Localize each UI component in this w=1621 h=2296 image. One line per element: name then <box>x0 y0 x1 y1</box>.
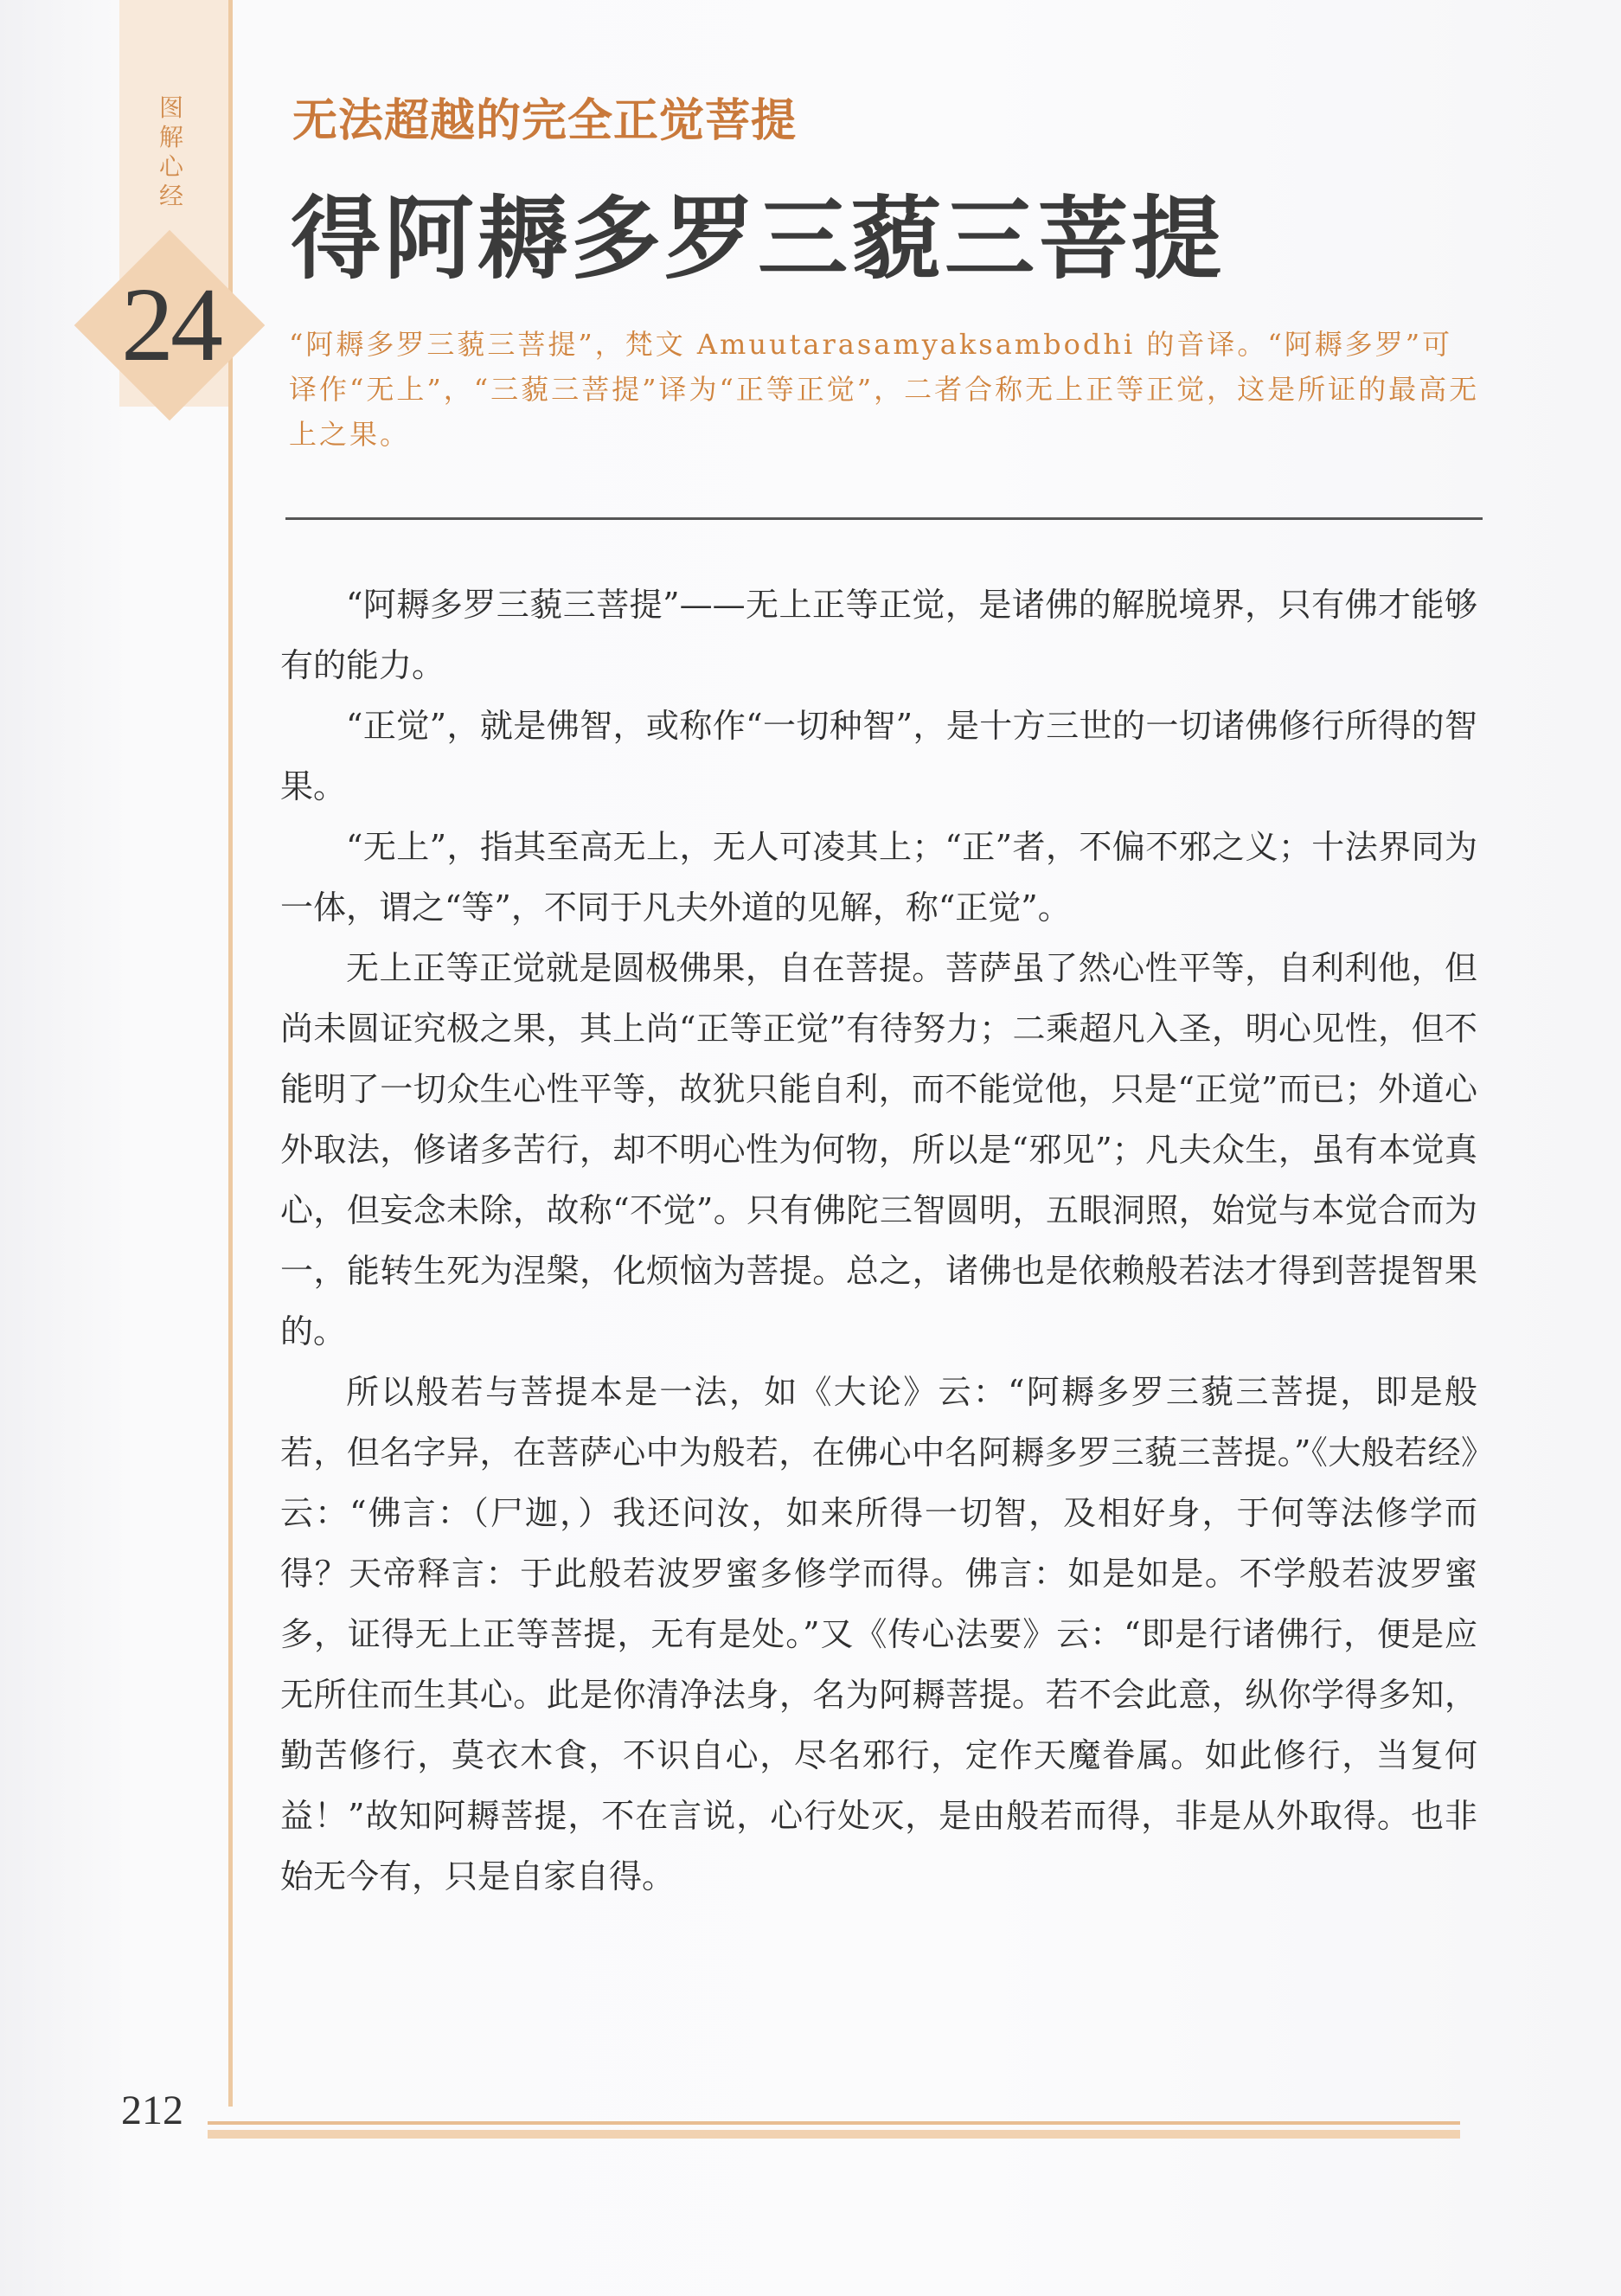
intro-summary: “阿耨多罗三藐三菩提”，梵文 Amuutarasamyaksambodhi 的音译。“阿耨多罗”可译作“无上”，“三藐三菩提”译为“正等正觉”，二者合称无上正等正觉，这是所证的最高无上之果。 <box>289 328 1480 451</box>
paragraph: “无上”，指其至高无上，无人可凌其上；“正”者，不偏不邪之义；十法界同为一体，谓之“等”，不同于凡夫外道的见解，称“正觉”。 <box>280 828 1477 927</box>
paragraph: “阿耨多罗三藐三菩提”——无上正等正觉，是诸佛的解脱境界，只有佛才能够有的能力。 <box>280 586 1477 684</box>
divider-rule <box>285 517 1483 520</box>
paragraph: 无上正等正觉就是圆极佛果，自在菩提。菩萨虽了然心性平等，自利利他，但尚未圆证究极之果，其上尚“正等正觉”有待努力；二乘超凡入圣，明心见性，但不能明了一切众生心性平等，故犹只能自利，而不能觉他，只是“正觉”而已；外道心外取法，修诸多苦行，却不明心性为何物，所以是“邪见”；凡夫众生，虽有本觉真心，但妄念未除，故称“不觉”。只有佛陀三智圆明，五眼洞照，始觉与本觉合而为一，能转生死为涅槃，化烦恼为菩提。总之，诸佛也是依赖般若法才得到菩提智果的。 <box>280 949 1477 1350</box>
chapter-number: 24 <box>121 266 220 383</box>
paragraph: “正觉”，就是佛智，或称作“一切种智”，是十方三世的一切诸佛修行所得的智果。 <box>280 707 1477 805</box>
footer-rule-band <box>208 2130 1460 2139</box>
section-subtitle: 无法超越的完全正觉菩提 <box>292 94 798 147</box>
body-text <box>280 574 1477 1907</box>
paragraph: 所以般若与菩提本是一法，如《大论》云：“阿耨多罗三藐三菩提，即是般若，但名字异，在菩萨心中为般若，在佛心中名阿耨多罗三藐三菩提。”《大般若经》云：“佛言：（尸迦，）我还问汝，如来所得一切智，及相好身，于何等法修学而得？天帝释言：于此般若波罗蜜多修学而得。佛言：如是如是。不学般若波罗蜜多，证得无上正等菩提，无有是处。”又《传心法要》云：“即是行诸佛行，便是应无所住而生其心。此是你清净法身，名为阿耨菩提。若不会此意，纵你学得多知，勤苦修行，莫衣木食，不识自心，尽名邪行，定作天魔眷属。如此修行，当复何益！”故知阿耨菩提，不在言说，心行处灭，是由般若而得，非是从外取得。也非始无今有，只是自家自得。 <box>280 1373 1477 1895</box>
book-series-label: 图解心经 <box>158 93 183 210</box>
section-title: 得阿耨多罗三藐三菩提 <box>291 185 1226 292</box>
page-number: 212 <box>121 2088 183 2133</box>
footer-rule <box>208 2121 1460 2125</box>
